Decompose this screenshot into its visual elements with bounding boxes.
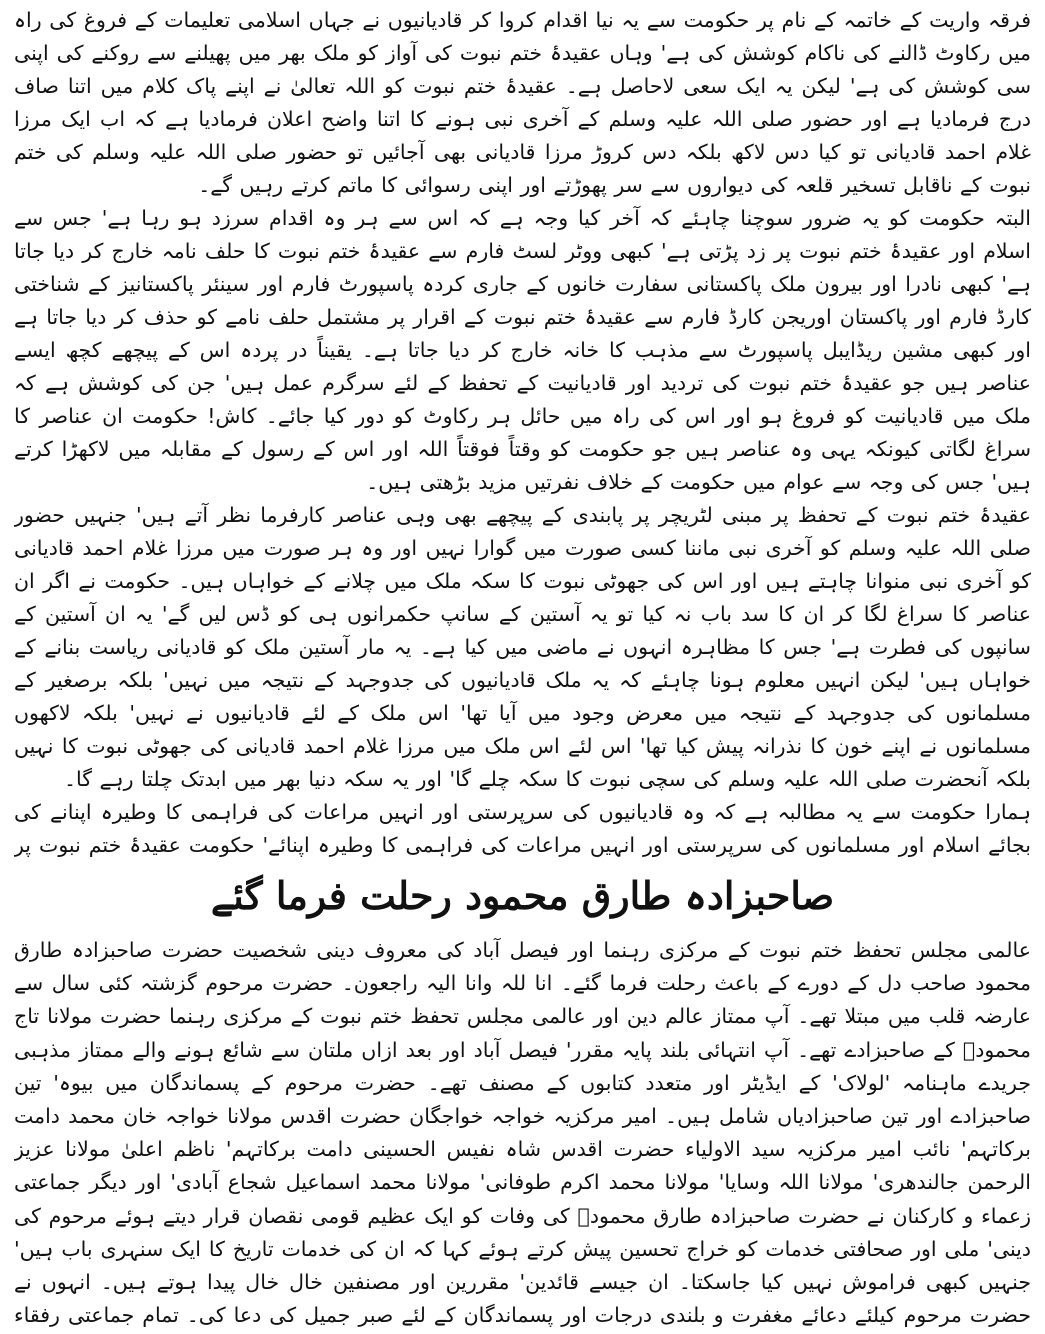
editorial-paragraph-2: البتہ حکومت کو یہ ضرور سوچنا چاہئے کہ آخر کیا وجہ ہے کہ اس سے ہر وہ اقدام سرزد ہو رہا ہے' جس سے اسلام اور عقیدۂ ختم نبوت پر زد پڑتی ہے' کبھی ووٹر لسٹ فارم سے عقیدۂ ختم نبوت کا حلف نامہ خارج کر دیا جاتا ہے' کبھی نادرا اور بیرون ملک پاکستانی سفارت خانوں کے جاری کردہ پاسپورٹ فارم اور سینئر پاکستانیز کے شناختی کارڈ فارم اور پاکستان اوریجن کارڈ فارم سے عقیدۂ ختم نبوت کے اقرار پر مشتمل حلف نامے کو حذف کر دیا جاتا ہے اور کبھی مشین ریڈایبل پاسپورٹ سے مذہب کا خانہ خارج کر دیا جاتا ہے۔ یقیناً در پردہ اس کے پیچھے کچھ ایسے عناصر ہیں جو عقیدۂ ختم نبوت کی تردید اور قادیانیت کے تحفظ کے لئے سرگرم عمل ہیں' جن کی کوشش ہے کہ ملک میں قادیانیت کو فروغ ہو اور اس کی راہ میں حائل ہر رکاوٹ کو دور کیا جائے۔ کاش! حکومت ان عناصر کا سراغ لگاتی کیونکہ یہی وہ عناصر ہیں جو حکومت کو وقتاً فوقتاً اللہ اور اس کے رسول کے مقابلہ میں لاکھڑا کرتے ہیں' جس کی وجہ سے عوام میں حکومت کے خلاف نفرتیں مزید بڑھتی ہیں۔ (14, 206, 1031, 494)
editorial-section (14, 4, 1031, 860)
obituary-paragraph: عالمی مجلس تحفظ ختم نبوت کے مرکزی رہنما اور فیصل آباد کی معروف دینی شخصیت حضرت صاحبزادہ طارق محمود صاحب دل کے دورے کے باعث رحلت فرما گئے۔ انا للہ وانا الیہ راجعون۔ حضرت مرحوم گزشتہ کئی سال سے عارضہ قلب میں مبتلا تھے۔ آپ ممتاز عالم دین اور عالمی مجلس تحفظ ختم نبوت کے مرکزی رہنما حضرت مولانا تاج محمودؒ کے صاحبزادے تھے۔ آپ انتہائی بلند پایہ مقرر' فیصل آباد اور بعد ازاں ملتان سے شائع ہونے والے ممتاز مذہبی جریدے ماہنامہ 'لولاک' کے ایڈیٹر اور متعدد کتابوں کے مصنف تھے۔ حضرت مرحوم کے پسماندگان میں بیوہ' تین صاحبزادے اور تین صاحبزادیاں شامل ہیں۔ امیر مرکزیہ خواجہ خواجگان حضرت اقدس مولانا خواجہ خان محمد دامت برکاتہم' نائب امیر مرکزیہ سید الاولیاء حضرت اقدس شاہ نفیس الحسینی دامت برکاتہم' ناظم اعلیٰ مولانا عزیز الرحمن جالندھری' مولانا اللہ وسایا' مولانا محمد اکرم طوفانی' مولانا محمد اسماعیل شجاع آبادی' اور دیگر جماعتی زعماء و کارکنان نے حضرت صاحبزادہ طارق محمودؒ کی وفات کو ایک عظیم قومی نقصان قرار دیتے ہوئے مرحوم کی دینی' ملی اور صحافتی خدمات کو خراج تحسین پیش کرتے ہوئے کہا کہ ان کی خدمات تاریخ کا ایک سنہری باب ہیں' جنہیں کبھی فراموش نہیں کیا جاسکتا۔ ان جیسے قائدین' مقررین اور مصنفین خال خال پیدا ہوتے ہیں۔ انہوں نے حضرت مرحوم کیلئے دعائے مغفرت و بلندی درجات اور پسماندگان کے لئے صبر جمیل کی دعا کی۔ تمام جماعتی رفقاء (14, 938, 1031, 1328)
obituary-headline: صاحبزادہ طارق محمود رحلت فرما گئے (210, 873, 835, 918)
newspaper-page (14, 4, 1031, 1330)
editorial-paragraph-3: عقیدۂ ختم نبوت کے تحفظ پر مبنی لٹریچر پر پابندی کے پیچھے بھی وہی عناصر کارفرما نظر آتے ہیں' جنہیں حضور صلی اللہ علیہ وسلم کو آخری نبی ماننا کسی صورت میں گوارا نہیں اور وہ ہر صورت میں مرزا غلام احمد قادیانی کو آخری نبی منوانا چاہتے ہیں اور اس کی جھوٹی نبوت کا سکہ ملک میں چلانے کے خواہاں ہیں۔ حکومت نے اگر ان عناصر کا سراغ لگا کر ان کا سد باب نہ کیا تو یہ آستین کے سانپ حکمرانوں ہی کو ڈس لیں گے' یہ ان آستین کے سانپوں کی فطرت ہے' جس کا مظاہرہ انہوں نے ماضی میں کیا ہے۔ یہ مار آستین ملک کو قادیانی ریاست بنانے کے خواہاں ہیں' لیکن انہیں معلوم ہونا چاہئے کہ یہ ملک قادیانیوں کی جدوجہد کے نتیجہ میں نہیں' بلکہ برصغیر کے مسلمانوں کی جدوجہد کے نتیجہ میں معرض وجود میں آیا تھا' اس ملک کے لئے قادیانیوں نے نہیں' بلکہ لاکھوں مسلمانوں نے اپنے خون کا نذرانہ پیش کیا تھا' اس لئے اس ملک میں مرزا غلام احمد قادیانی کی جھوٹی نبوت کا نہیں بلکہ آنحضرت صلی اللہ علیہ وسلم کی سچی نبوت کا سکہ چلے گا' اور یہ سکہ دنیا بھر میں ابدتک چلتا رہے گا۔ (14, 503, 1031, 791)
editorial-paragraph-4: ہمارا حکومت سے یہ مطالبہ ہے کہ وہ قادیانیوں کی سرپرستی اور انہیں مراعات کی فراہمی کا وطیرہ اپنانے کی بجائے اسلام اور مسلمانوں کی سرپرستی اور انہیں مراعات کی فراہمی کا وطیرہ اپنائے' حکومت عقیدۂ ختم نبوت پر (14, 800, 1031, 857)
editorial-paragraph-1: فرقہ واریت کے خاتمہ کے نام پر حکومت سے یہ نیا اقدام کروا کر قادیانیوں نے جہاں اسلامی تعلیمات کے فروغ کی راہ میں رکاوٹ ڈالنے کی ناکام کوشش کی ہے' وہاں عقیدۂ ختم نبوت کی آواز کو ملک بھر میں پھیلنے سے روکنے کی اپنی سی کوشش کی ہے' لیکن یہ ایک سعی لاحاصل ہے۔ عقیدۂ ختم نبوت کو اللہ تعالیٰ نے اپنے پاک کلام میں اتنا صاف درج فرمادیا ہے اور حضور صلی اللہ علیہ وسلم کے آخری نبی ہونے کا اتنا واضح اعلان فرمادیا ہے کہ اب ایک مرزا غلام احمد قادیانی تو کیا دس لاکھ بلکہ دس کروڑ مرزا قادیانی بھی آجائیں تو حضور صلی اللہ علیہ وسلم کی ختم نبوت کے ناقابل تسخیر قلعہ کی دیواروں سے سر پھوڑتے اور اپنی رسوائی کا ماتم کرتے رہیں گے۔ (14, 8, 1031, 197)
obituary-section (14, 934, 1031, 1330)
